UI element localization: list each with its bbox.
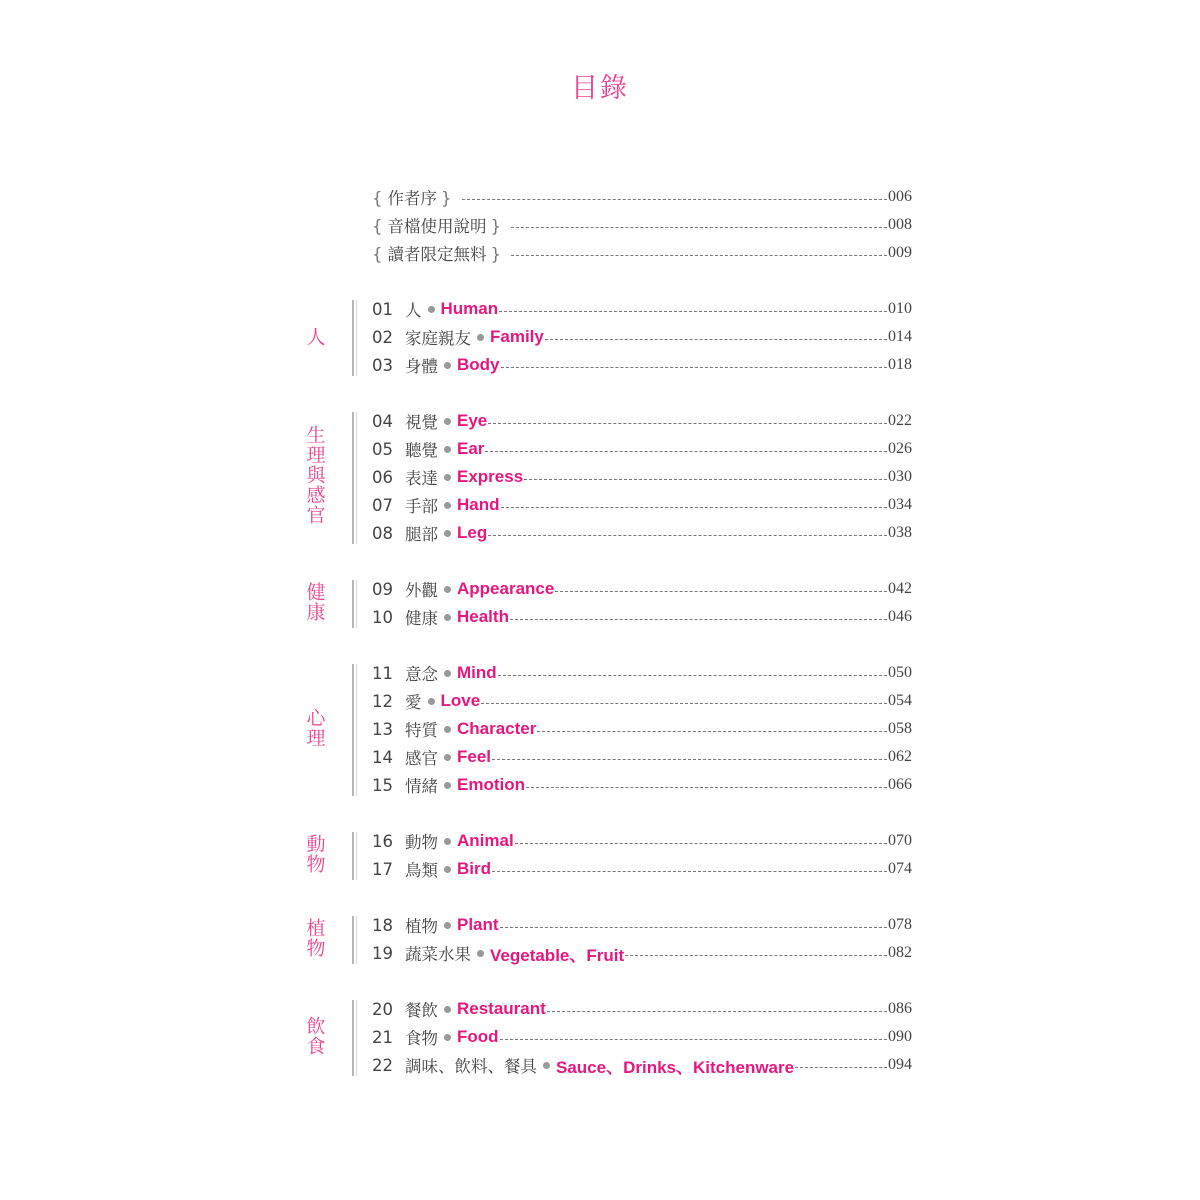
toc-entry-content: [372, 577, 912, 601]
bullet-dot-icon: [444, 866, 451, 873]
section-divider-bar: [352, 916, 354, 964]
open-brace: {: [372, 189, 383, 208]
toc-entry-content: [372, 605, 912, 629]
dotted-leader: [511, 255, 887, 256]
dotted-leader: [500, 927, 887, 928]
category-text: 生理與感官: [303, 424, 326, 525]
page-number: 042: [888, 580, 912, 597]
toc-entry-content: [372, 409, 912, 433]
page-number: 062: [888, 748, 912, 765]
page-number: 070: [888, 832, 912, 849]
toc-entry-row[interactable]: [372, 351, 912, 379]
page-number: 066: [888, 776, 912, 793]
toc-entry-row[interactable]: [372, 855, 912, 883]
toc-entry-content: [372, 941, 912, 966]
toc-entry-content: [372, 1025, 912, 1049]
dotted-leader: [488, 423, 887, 424]
category-label: [300, 425, 328, 530]
page-number: 006: [888, 188, 912, 205]
chapter-number: 11: [372, 663, 393, 683]
chapter-title-en: Plant: [457, 915, 499, 934]
toc-entry-content: [372, 745, 912, 769]
dotted-leader: [492, 871, 887, 872]
page-number: 078: [888, 916, 912, 933]
chapter-number: 02: [372, 327, 393, 347]
dotted-leader: [501, 367, 888, 368]
chapter-title-zh: 意念: [405, 665, 438, 684]
preface-title: 音檔使用說明: [387, 217, 487, 236]
toc-entry-row[interactable]: [372, 715, 912, 743]
chapter-title-zh: 身體: [405, 357, 438, 376]
chapter-title-en: Health: [457, 607, 509, 626]
bullet-dot-icon: [444, 1034, 451, 1041]
preface-label: [372, 241, 501, 265]
chapter-title-zh: 聽覺: [405, 441, 438, 460]
bullet-dot-icon: [477, 334, 484, 341]
dotted-leader: [501, 507, 888, 508]
bullet-dot-icon: [444, 446, 451, 453]
chapter-title-zh: 人: [405, 301, 422, 320]
chapter-number: 03: [372, 355, 393, 375]
bullet-dot-icon: [444, 418, 451, 425]
page-number: 082: [888, 944, 912, 961]
category-text: 心理: [303, 708, 326, 748]
toc-entry-content: [372, 717, 912, 741]
chapter-title-zh: 感官: [405, 749, 438, 768]
chapter-title-en: Hand: [457, 495, 500, 514]
toc-entry-content: [372, 829, 912, 853]
chapter-title-en: Vegetable、Fruit: [490, 945, 625, 965]
page-number: 030: [888, 468, 912, 485]
toc-entry-content: [372, 465, 912, 489]
close-brace: }: [441, 189, 452, 208]
toc-entry-row[interactable]: [372, 519, 912, 547]
page-number: 009: [888, 244, 912, 261]
chapter-title-en: Leg: [457, 523, 488, 542]
toc-entry-row[interactable]: [372, 827, 912, 855]
chapter-title-zh: 手部: [405, 497, 438, 516]
bullet-dot-icon: [444, 838, 451, 845]
category-text: 飲食: [303, 1016, 326, 1056]
chapter-title-zh: 特質: [405, 721, 438, 740]
dotted-leader: [515, 843, 887, 844]
chapter-title-en: Character: [457, 719, 537, 738]
toc-entry-row[interactable]: [372, 603, 912, 631]
chapter-number: 08: [372, 523, 393, 543]
chapter-title-en: Mind: [457, 663, 497, 682]
chapter-number: 19: [372, 943, 393, 963]
toc-preface-row-content: [372, 241, 912, 265]
toc-entry-row[interactable]: [372, 407, 912, 435]
chapter-title-zh: 家庭親友: [405, 329, 471, 348]
chapter-number: 05: [372, 439, 393, 459]
toc-entry-content: [372, 997, 912, 1021]
dotted-leader: [462, 199, 888, 200]
chapter-number: 14: [372, 747, 393, 767]
toc-entry-row[interactable]: [372, 491, 912, 519]
bullet-dot-icon: [444, 726, 451, 733]
dotted-leader: [555, 591, 887, 592]
chapter-title-en: Family: [490, 327, 544, 346]
dotted-leader: [545, 339, 887, 340]
chapter-title-en: Eye: [457, 411, 488, 430]
chapter-title-zh: 視覺: [405, 413, 438, 432]
toc-entry-content: [372, 773, 912, 797]
page-number: 010: [888, 300, 912, 317]
chapter-number: 06: [372, 467, 393, 487]
dotted-leader: [510, 619, 887, 620]
chapter-title-en: Love: [440, 691, 481, 710]
chapter-title-zh: 植物: [405, 917, 438, 936]
bullet-dot-icon: [444, 362, 451, 369]
chapter-title-zh: 蔬菜水果: [405, 945, 471, 964]
chapter-number: 09: [372, 579, 393, 599]
category-label: [300, 582, 328, 627]
page-number: 034: [888, 496, 912, 513]
chapter-title-zh: 表達: [405, 469, 438, 488]
page-number: 014: [888, 328, 912, 345]
chapter-number: 17: [372, 859, 393, 879]
bullet-dot-icon: [444, 754, 451, 761]
toc-entry-row[interactable]: [372, 463, 912, 491]
dotted-leader: [498, 675, 887, 676]
chapter-title-zh: 食物: [405, 1029, 438, 1048]
preface-label: [372, 185, 452, 209]
toc-entry-content: [372, 493, 912, 517]
chapter-number: 10: [372, 607, 393, 627]
dotted-leader: [547, 1011, 887, 1012]
toc-entry-row[interactable]: [372, 1051, 912, 1079]
section-divider-bar: [352, 832, 354, 880]
dotted-leader: [524, 479, 887, 480]
toc-entry-row[interactable]: [372, 743, 912, 771]
chapter-title-en: Bird: [457, 859, 491, 878]
toc-entry-row[interactable]: [372, 687, 912, 715]
bullet-dot-icon: [477, 950, 484, 957]
toc-entry-content: [372, 1053, 912, 1078]
dotted-leader: [499, 311, 887, 312]
dotted-leader: [537, 731, 887, 732]
close-brace: }: [490, 217, 501, 236]
page-number: 074: [888, 860, 912, 877]
category-label: [300, 1016, 328, 1061]
chapter-title-en: Emotion: [457, 775, 525, 794]
dotted-leader: [625, 955, 887, 956]
chapter-title-en: Express: [457, 467, 524, 486]
bullet-dot-icon: [428, 698, 435, 705]
chapter-title-zh: 餐飲: [405, 1001, 438, 1020]
page-number: 050: [888, 664, 912, 681]
dotted-leader: [795, 1067, 887, 1068]
bullet-dot-icon: [444, 670, 451, 677]
toc-entry-content: [372, 325, 912, 349]
chapter-title-en: Sauce、Drinks、Kitchenware: [556, 1057, 795, 1077]
category-text: 人: [303, 326, 326, 347]
section-divider-bar: [352, 300, 354, 376]
dotted-leader: [511, 227, 887, 228]
toc-entry-row[interactable]: [372, 659, 912, 687]
page-number: 054: [888, 692, 912, 709]
section-divider-bar: [352, 580, 354, 628]
toc-entry-row[interactable]: [372, 1023, 912, 1051]
preface-title: 讀者限定無料: [387, 245, 487, 264]
open-brace: {: [372, 245, 383, 264]
chapter-title-zh: 外觀: [405, 581, 438, 600]
dotted-leader: [500, 1039, 887, 1040]
chapter-title-en: Restaurant: [457, 999, 546, 1018]
category-label: [300, 327, 328, 352]
chapter-title-en: Animal: [457, 831, 514, 850]
category-label: [300, 834, 328, 879]
toc-preface-row-content: [372, 185, 912, 209]
toc-entry-row[interactable]: [372, 323, 912, 351]
toc-entry-content: [372, 437, 912, 461]
dotted-leader: [485, 451, 887, 452]
chapter-number: 15: [372, 775, 393, 795]
toc-preface-row[interactable]: [372, 183, 912, 211]
page-number: 094: [888, 1056, 912, 1073]
section-divider-bar: [352, 1000, 354, 1076]
toc-preface-row-content: [372, 213, 912, 237]
toc-entry-row[interactable]: [372, 575, 912, 603]
chapter-title-zh: 健康: [405, 609, 438, 628]
toc-entry-content: [372, 857, 912, 881]
bullet-dot-icon: [444, 502, 451, 509]
chapter-title-zh: 腿部: [405, 525, 438, 544]
toc-entry-row[interactable]: [372, 939, 912, 967]
chapter-number: 18: [372, 915, 393, 935]
chapter-title-zh: 動物: [405, 833, 438, 852]
toc-entry-content: [372, 297, 912, 321]
page-number: 026: [888, 440, 912, 457]
page-number: 058: [888, 720, 912, 737]
chapter-number: 21: [372, 1027, 393, 1047]
toc-preface-row[interactable]: [372, 211, 912, 239]
toc-entry-row[interactable]: [372, 911, 912, 939]
chapter-title-en: Feel: [457, 747, 492, 766]
page-number: 038: [888, 524, 912, 541]
chapter-title-zh: 調味、飲料、餐具: [405, 1057, 537, 1076]
page-number: 008: [888, 216, 912, 233]
chapter-title-en: Food: [457, 1027, 499, 1046]
bullet-dot-icon: [444, 614, 451, 621]
page-number: 018: [888, 356, 912, 373]
category-text: 植物: [303, 918, 326, 958]
bullet-dot-icon: [444, 922, 451, 929]
chapter-title-en: Human: [440, 299, 499, 318]
section-divider-bar: [352, 412, 354, 544]
page-number: 090: [888, 1028, 912, 1045]
chapter-title-zh: 情緒: [405, 777, 438, 796]
toc-entry-row[interactable]: [372, 295, 912, 323]
toc-entry-row[interactable]: [372, 435, 912, 463]
chapter-title-zh: 愛: [405, 693, 422, 712]
page-number: 022: [888, 412, 912, 429]
toc-entry-content: [372, 913, 912, 937]
bullet-dot-icon: [444, 586, 451, 593]
close-brace: }: [490, 245, 501, 264]
chapter-title-en: Ear: [457, 439, 485, 458]
bullet-dot-icon: [444, 1006, 451, 1013]
bullet-dot-icon: [444, 782, 451, 789]
toc-entry-content: [372, 661, 912, 685]
chapter-number: 20: [372, 999, 393, 1019]
category-label: [300, 918, 328, 963]
toc-entry-row[interactable]: [372, 995, 912, 1023]
bullet-dot-icon: [428, 306, 435, 313]
chapter-number: 22: [372, 1055, 393, 1075]
page-number: 086: [888, 1000, 912, 1017]
chapter-number: 07: [372, 495, 393, 515]
chapter-number: 12: [372, 691, 393, 711]
page-number: 046: [888, 608, 912, 625]
dotted-leader: [526, 787, 887, 788]
toc-entry-content: [372, 353, 912, 377]
chapter-title-en: Appearance: [457, 579, 555, 598]
section-divider-bar: [352, 664, 354, 796]
chapter-number: 16: [372, 831, 393, 851]
category-text: 動物: [303, 834, 326, 874]
chapter-number: 13: [372, 719, 393, 739]
bullet-dot-icon: [543, 1062, 550, 1069]
bullet-dot-icon: [444, 530, 451, 537]
preface-label: [372, 213, 501, 237]
chapter-title-en: Body: [457, 355, 500, 374]
toc-entry-content: [372, 521, 912, 545]
bullet-dot-icon: [444, 474, 451, 481]
toc-entry-row[interactable]: [372, 771, 912, 799]
dotted-leader: [488, 535, 887, 536]
toc-entry-content: [372, 689, 912, 713]
dotted-leader: [481, 703, 887, 704]
chapter-number: 01: [372, 299, 393, 319]
category-text: 健康: [303, 582, 326, 622]
dotted-leader: [492, 759, 887, 760]
category-label: [300, 708, 328, 753]
chapter-number: 04: [372, 411, 393, 431]
toc-preface-row[interactable]: [372, 239, 912, 267]
chapter-title-zh: 鳥類: [405, 861, 438, 880]
open-brace: {: [372, 217, 383, 236]
page-title: 目錄: [571, 73, 629, 104]
preface-title: 作者序: [387, 189, 437, 208]
